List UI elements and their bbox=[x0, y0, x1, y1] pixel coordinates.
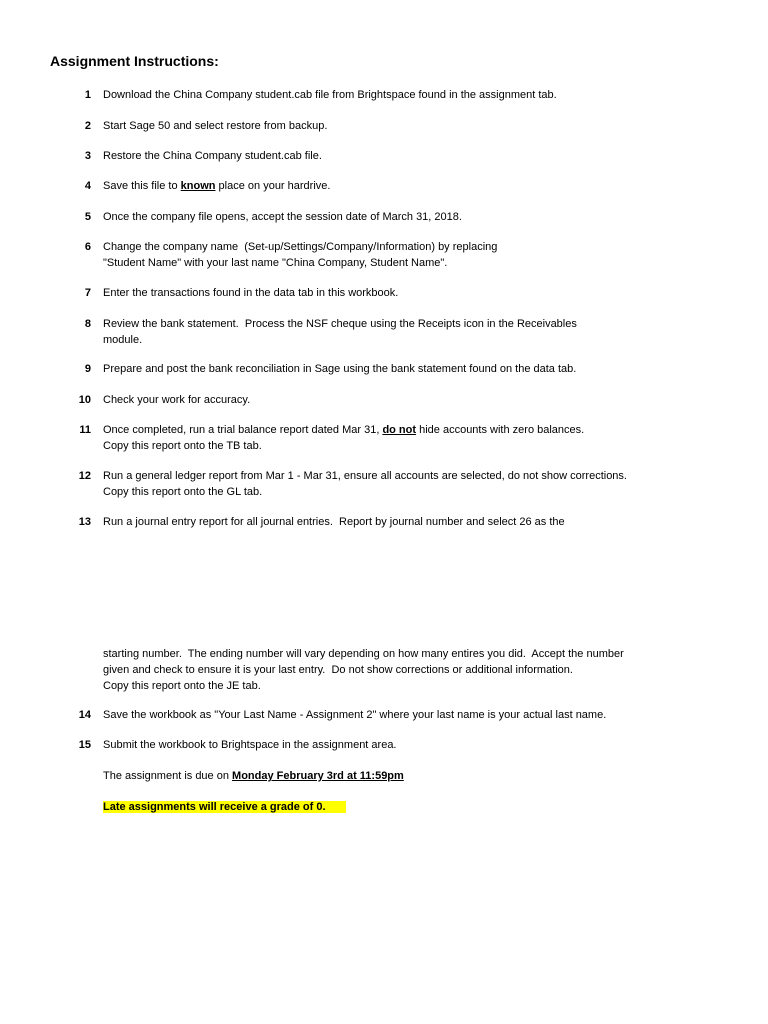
item-text: Check your work for accuracy. bbox=[103, 394, 251, 406]
item-number: 1 bbox=[84, 89, 91, 101]
item-number: 15 bbox=[78, 739, 91, 751]
item-text: Save the workbook as "Your Last Name - Assignment 2" where your last name is your actual last name. bbox=[103, 709, 607, 721]
page-title: Assignment Instructions: bbox=[50, 53, 219, 69]
item-text: Copy this report onto the GL tab. bbox=[103, 486, 263, 498]
item-number: 2 bbox=[84, 120, 91, 132]
emphasis-do-not: do not bbox=[382, 424, 417, 436]
item-text: Restore the China Company student.cab file. bbox=[103, 150, 322, 162]
item-text: Download the China Company student.cab file from Brightspace found in the assignment tab. bbox=[103, 89, 557, 101]
item-text: Run a general ledger report from Mar 1 - Mar 31, ensure all accounts are selected, do not show corrections. bbox=[103, 470, 627, 482]
item-text: Run a journal entry report for all journal entries. Report by journal number and select 26 as the bbox=[103, 516, 565, 528]
item-number: 3 bbox=[84, 150, 91, 162]
late-notice-text: Late assignments will receive a grade of 0. bbox=[103, 801, 346, 813]
item-text: "Student Name" with your last name "China Company, Student Name". bbox=[103, 257, 448, 269]
item-number: 9 bbox=[84, 363, 91, 375]
item-text: Start Sage 50 and select restore from backup. bbox=[103, 120, 328, 132]
item-text: Copy this report onto the JE tab. bbox=[103, 680, 261, 692]
item-number: 6 bbox=[84, 241, 91, 253]
item-number: 4 bbox=[84, 180, 91, 192]
item-number: 14 bbox=[78, 709, 91, 721]
item-text: Once the company file opens, accept the session date of March 31, 2018. bbox=[103, 211, 462, 223]
emphasis-known: known bbox=[180, 180, 216, 192]
item-number: 7 bbox=[84, 287, 91, 299]
item-number: 12 bbox=[78, 470, 91, 482]
due-date: Monday February 3rd at 11:59pm bbox=[232, 770, 404, 782]
item-text: Save this file to known place on your hardrive. bbox=[103, 180, 331, 192]
item-text: Review the bank statement. Process the NSF cheque using the Receipts icon in the Receivables bbox=[103, 318, 577, 330]
item-number: 8 bbox=[84, 318, 91, 330]
item-text: module. bbox=[103, 334, 143, 346]
item-text: Prepare and post the bank reconciliation in Sage using the bank statement found on the data tab. bbox=[103, 363, 577, 375]
item-text: given and check to ensure it is your last entry. Do not show corrections or additional information. bbox=[103, 664, 573, 676]
item-text: starting number. The ending number will vary depending on how many entires you did. Accept the number bbox=[103, 648, 624, 660]
item-number: 11 bbox=[79, 424, 91, 436]
due-prefix: The assignment is due on bbox=[103, 770, 233, 782]
item-text: Submit the workbook to Brightspace in the assignment area. bbox=[103, 739, 397, 751]
item-text: Copy this report onto the TB tab. bbox=[103, 440, 262, 452]
item-number: 10 bbox=[78, 394, 91, 406]
item-text: Change the company name (Set-up/Settings/Company/Information) by replacing bbox=[103, 241, 498, 253]
item-text: Once completed, run a trial balance report dated Mar 31, do not hide accounts with zero balances. bbox=[103, 424, 585, 436]
item-number: 5 bbox=[84, 211, 91, 223]
item-text: Enter the transactions found in the data tab in this workbook. bbox=[103, 287, 399, 299]
item-number: 13 bbox=[78, 516, 91, 528]
